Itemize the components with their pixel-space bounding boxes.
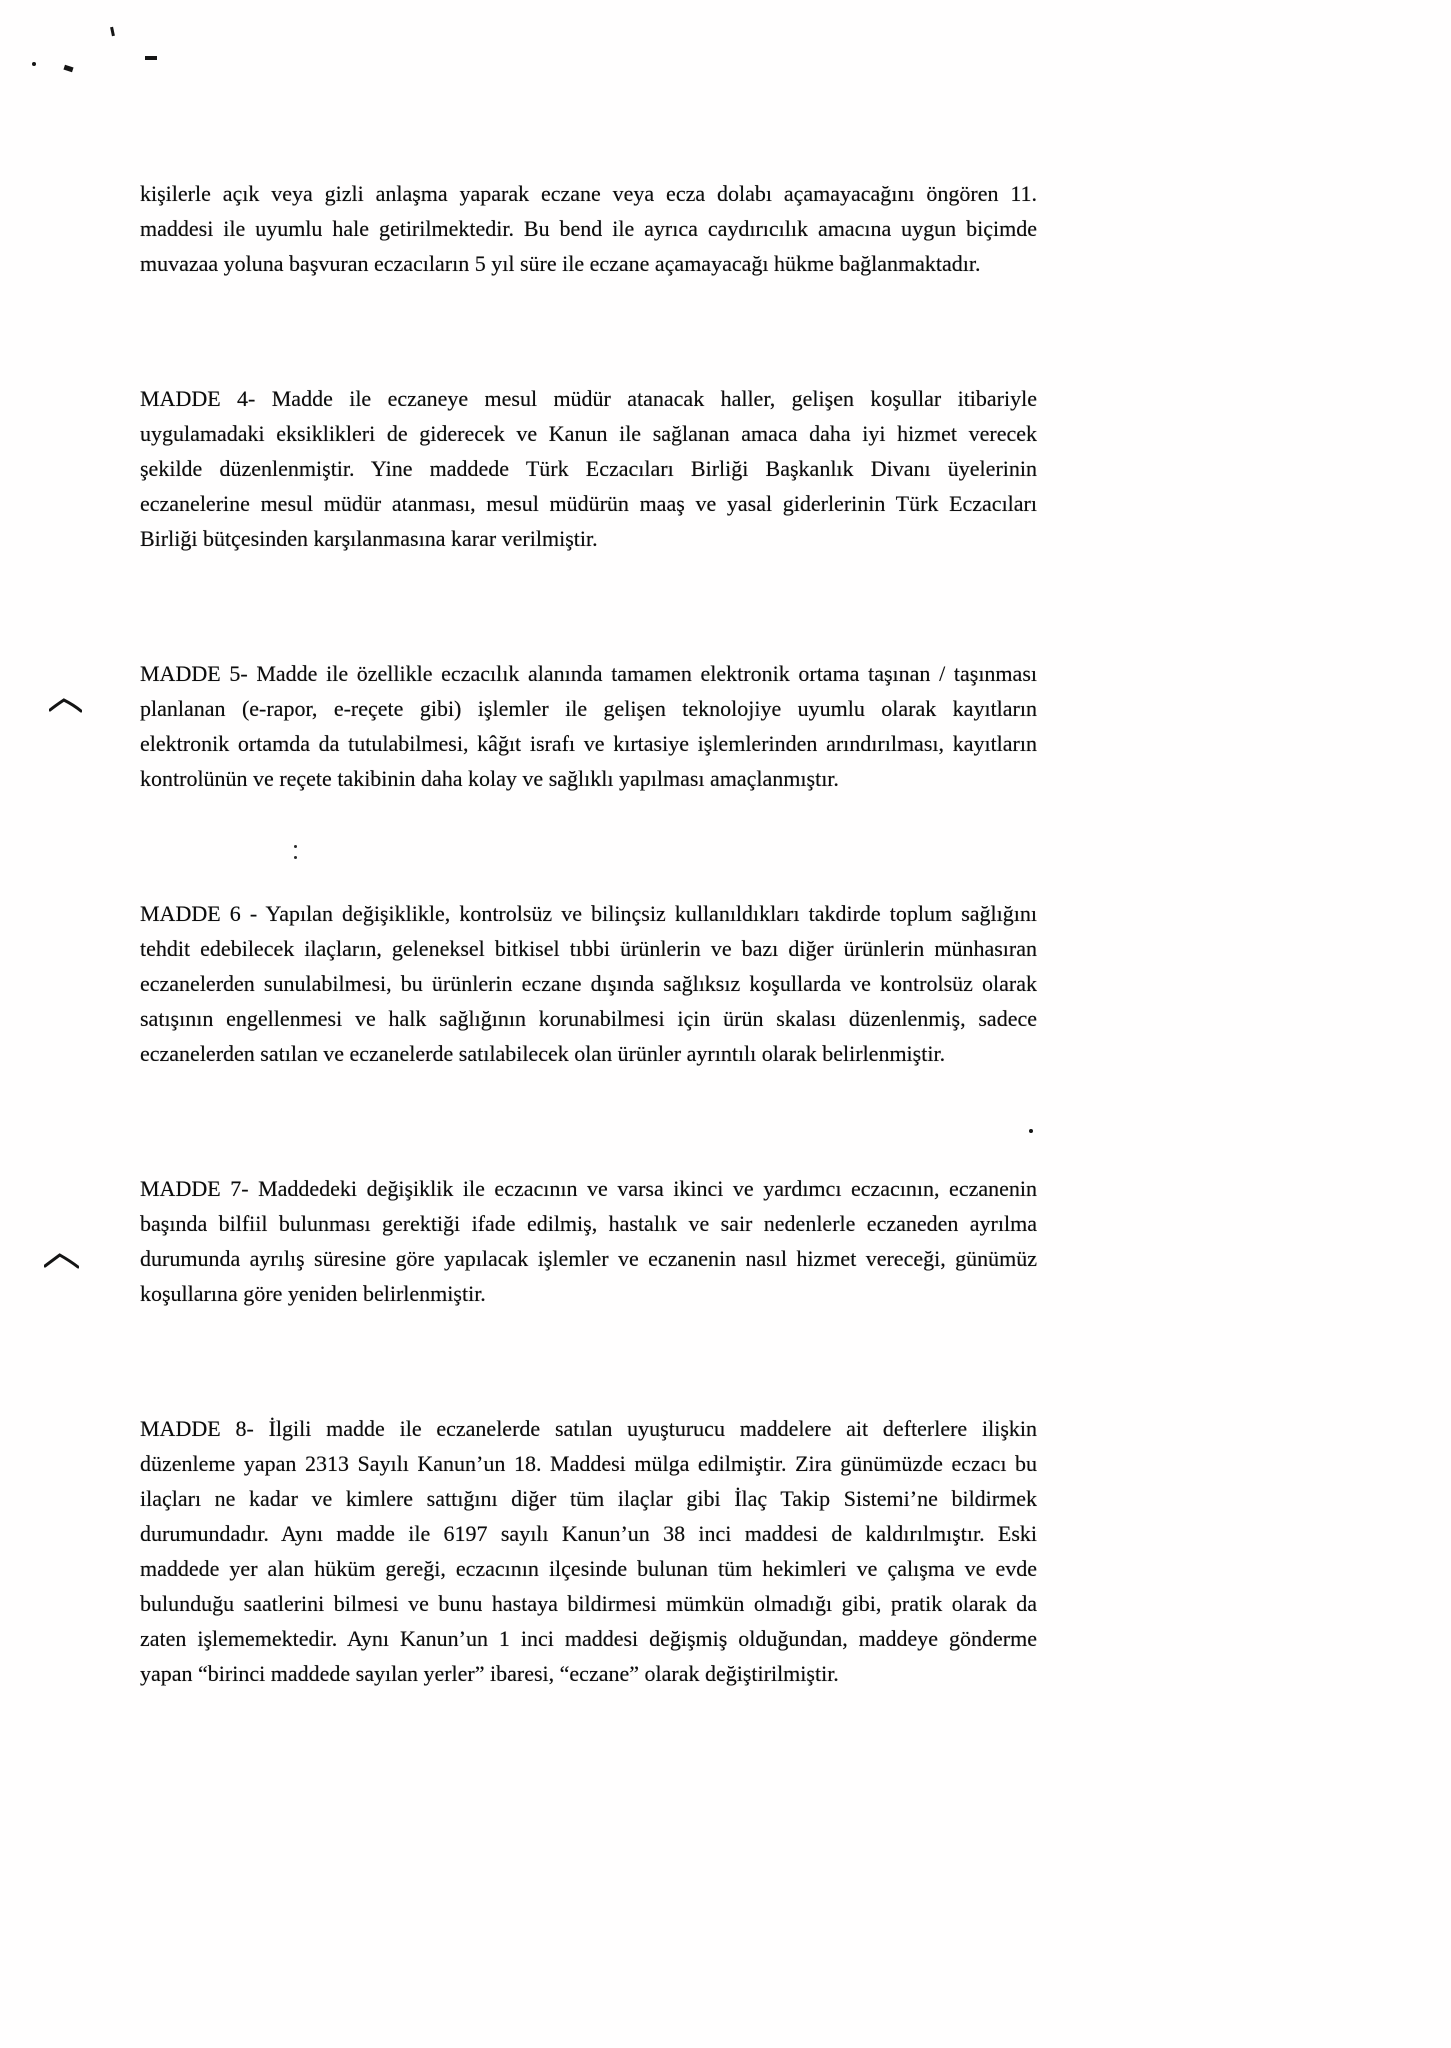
- text-line: uygulamadaki eksiklikleri de giderecek ve Kanun ile sağlanan amaca daha iyi hizmet verecek: [140, 421, 1037, 446]
- text-line: satışının engellenmesi ve halk sağlığının korunabilmesi için ürün skalası düzenlenmiş, sadece: [140, 1006, 1037, 1031]
- text-line: eczanelerine mesul müdür atanması, mesul müdürün maaş ve yasal giderlerinin Türk Eczacıları: [140, 491, 1037, 516]
- text-line: maddede yer alan hüküm gereği, eczacının ilçesinde bulunan tüm hekimleri ve çalışma ve evde: [140, 1556, 1037, 1581]
- text-line: şekilde düzenlenmiştir. Yine maddede Türk Eczacıları Birliği Başkanlık Divanı üyelerinin: [140, 456, 1037, 481]
- text-line: elektronik ortamda da tutulabilmesi, kâğıt israfı ve kırtasiye işlemlerinden arındırılması, kayıtların: [140, 731, 1037, 756]
- text-line: MADDE 8- İlgili madde ile eczanelerde satılan uyuşturucu maddelere ait defterlere ilişkin: [140, 1416, 1037, 1441]
- pen-arc-mark: [49, 698, 82, 713]
- document-body: [140, 176, 1037, 1791]
- text-line: ilaçları ne kadar ve kimlere sattığını diğer tüm ilaçlar gibi İlaç Takip Sistemi’ne bildirmek: [140, 1486, 1037, 1511]
- paragraph-madde-8: [140, 1411, 1037, 1691]
- scan-speck: [145, 56, 157, 60]
- text-line: zaten işlememektedir. Aynı Kanun’un 1 inci maddesi değişmiş olduğundan, maddeye gönderme: [140, 1626, 1037, 1651]
- text-line: durumundadır. Aynı madde ile 6197 sayılı Kanun’un 38 inci maddesi de kaldırılmıştır. Eski: [140, 1521, 1037, 1546]
- text-line: MADDE 5- Madde ile özellikle eczacılık alanında tamamen elektronik ortama taşınan / taşınması: [140, 661, 1037, 686]
- paragraph-madde-7: [140, 1171, 1037, 1311]
- text-line: planlanan (e-rapor, e-reçete gibi) işlemler ile gelişen teknolojiye uyumlu olarak kayıtların: [140, 696, 1037, 721]
- text-line: muvazaa yoluna başvuran eczacıların 5 yıl süre ile eczane açamayacağı hükme bağlanmaktadır.: [140, 251, 981, 276]
- text-line: Birliği bütçesinden karşılanmasına karar verilmiştir.: [140, 526, 598, 551]
- text-line: maddesi ile uyumlu hale getirilmektedir. Bu bend ile ayrıca caydırıcılık amacına uygun biçimde: [140, 216, 1037, 241]
- text-line: MADDE 6 - Yapılan değişiklikle, kontrolsüz ve bilinçsiz kullanıldıkları takdirde toplum sağlığını: [140, 901, 1037, 926]
- paragraph-intro-continuation: [140, 176, 1037, 281]
- dot-speck: [32, 62, 36, 66]
- text-line: MADDE 4- Madde ile eczaneye mesul müdür atanacak haller, gelişen koşullar itibariyle: [140, 386, 1037, 411]
- text-line: yapan “birinci maddede sayılan yerler” ibaresi, “eczane” olarak değiştirilmiştir.: [140, 1661, 839, 1686]
- text-line: MADDE 7- Maddedeki değişiklik ile eczacının ve varsa ikinci ve yardımcı eczacının, eczanenin: [140, 1176, 1037, 1201]
- text-line: eczanelerden sunulabilmesi, bu ürünlerin eczane dışında sağlıksız koşullarda ve kontrolsüz olarak: [140, 971, 1037, 996]
- text-line: eczanelerden satılan ve eczanelerde satılabilecek olan ürünler ayrıntılı olarak belirlenmiştir.: [140, 1041, 946, 1066]
- paragraph-madde-6: [140, 896, 1037, 1071]
- text-line: düzenleme yapan 2313 Sayılı Kanun’un 18. Maddesi mülga edilmiştir. Zira günümüzde eczacı bu: [140, 1451, 1037, 1476]
- paragraph-madde-4: [140, 381, 1037, 556]
- text-line: tehdit edebilecek ilaçların, geleneksel bitkisel tıbbi ürünlerin ve bazı diğer ürünlerin münhasıran: [140, 936, 1037, 961]
- text-line: kontrolünün ve reçete takibinin daha kolay ve sağlıklı yapılması amaçlanmıştır.: [140, 766, 839, 791]
- pen-arc-mark: [44, 1253, 79, 1269]
- text-line: durumunda ayrılış süresine göre yapılacak işlemler ve eczanenin nasıl hizmet vereceği, günümüz: [140, 1246, 1037, 1271]
- scan-speck: [110, 27, 115, 36]
- text-line: bulunduğu saatlerini bilmesi ve bunu hastaya bildirmesi mümkün olmadığı gibi, pratik olarak da: [140, 1591, 1037, 1616]
- scan-speck: [63, 65, 73, 73]
- paragraph-madde-5: [140, 656, 1037, 796]
- text-line: kişilerle açık veya gizli anlaşma yaparak eczane veya ecza dolabı açamayacağını öngören 11.: [140, 181, 1037, 206]
- text-line: başında bilfiil bulunması gerektiği ifade edilmiş, hastalık ve sair nedenlerle eczaneden ayrılma: [140, 1211, 1037, 1236]
- text-line: koşullarına göre yeniden belirlenmiştir.: [140, 1281, 486, 1306]
